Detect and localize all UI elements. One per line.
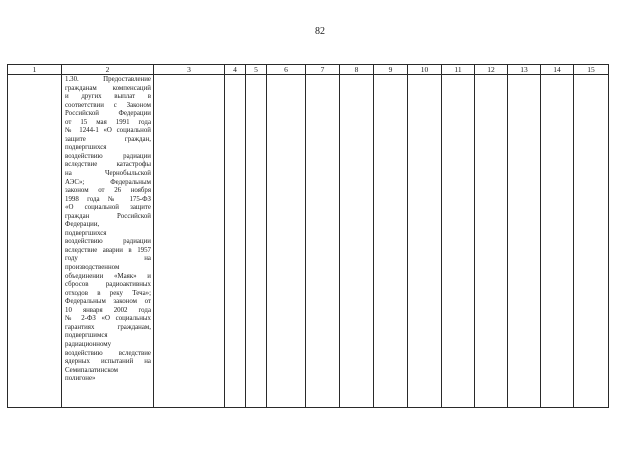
description-line: гарантиях гражданам, <box>65 323 151 331</box>
description-line: и других выплат в <box>65 93 151 101</box>
column-header: 13 <box>508 65 541 75</box>
description-line: Федерации, <box>65 221 100 229</box>
description-line: защите граждан, <box>65 135 151 143</box>
description-line: вследствие катастрофы <box>65 161 151 169</box>
table-cell <box>225 75 246 408</box>
column-header: 15 <box>574 65 609 75</box>
table-cell <box>574 75 609 408</box>
data-table <box>7 64 609 408</box>
page-number: 82 <box>315 26 325 37</box>
description-line: Семипалатинском <box>65 366 119 374</box>
table-cell <box>154 75 225 408</box>
description-line: Федеральным законом от <box>65 298 151 306</box>
column-header: 2 <box>62 65 154 75</box>
table-row <box>8 75 609 408</box>
description-line: гражданам компенсаций <box>65 84 151 92</box>
description-line: граждан Российской <box>65 212 151 220</box>
column-header: 12 <box>475 65 508 75</box>
description-line: радиационному <box>65 340 112 348</box>
description-line: году на <box>65 255 151 263</box>
description-line: Российской Федерации <box>65 110 151 118</box>
description-line: ядерных испытаний на <box>65 358 151 366</box>
column-header: 10 <box>408 65 442 75</box>
description-line: 1.30. Предоставление <box>65 76 151 83</box>
description-line: воздействию вследствие <box>65 349 151 357</box>
description-line: «О социальной защите <box>65 204 151 212</box>
column-header: 1 <box>8 65 62 75</box>
column-header: 11 <box>442 65 475 75</box>
table-cell <box>374 75 408 408</box>
description-line: соответствии с Законом <box>65 101 151 109</box>
description-line: № 1244-1 «О социальной <box>65 127 151 135</box>
description-line: подвергшимся <box>65 332 108 340</box>
description-line: подвергшихся <box>65 144 107 152</box>
description-line: отходов в реку Теча»; <box>65 289 151 297</box>
column-number-row <box>8 65 609 75</box>
description-line: производственном <box>65 264 120 272</box>
description-line: на Чернобыльской <box>65 170 151 178</box>
column-header: 14 <box>541 65 574 75</box>
description-line: подвергшихся <box>65 229 107 237</box>
description-line: вследствие аварии в 1957 <box>65 246 151 254</box>
table-cell <box>541 75 574 408</box>
description-line: сбросов радиоактивных <box>65 281 151 289</box>
column-header: 8 <box>340 65 374 75</box>
table-cell <box>475 75 508 408</box>
table-cell <box>267 75 306 408</box>
description-line: № 2-ФЗ «О социальных <box>65 315 151 323</box>
description-line: полигоне» <box>65 375 96 383</box>
column-header: 6 <box>267 65 306 75</box>
description-line: АЭС»; Федеральным <box>65 178 151 186</box>
column-header: 9 <box>374 65 408 75</box>
table-cell <box>306 75 340 408</box>
column-header: 5 <box>246 65 267 75</box>
description-cell <box>62 75 154 408</box>
column-header: 3 <box>154 65 225 75</box>
description-line: законом от 26 ноября <box>65 187 151 195</box>
table-cell <box>340 75 374 408</box>
column-header: 4 <box>225 65 246 75</box>
description-line: 1998 года № 175-ФЗ <box>65 195 151 203</box>
description-line: воздействию радиации <box>65 152 151 160</box>
description-line: объединении «Маяк» и <box>65 272 151 280</box>
table-cell <box>508 75 541 408</box>
table-cell <box>246 75 267 408</box>
column-header: 7 <box>306 65 340 75</box>
table-cell <box>442 75 475 408</box>
description-line: воздействию радиации <box>65 238 151 246</box>
description-line: 10 января 2002 года <box>65 306 151 314</box>
description-text <box>62 75 153 384</box>
table-cell <box>8 75 62 408</box>
description-line: от 15 мая 1991 года <box>65 118 151 126</box>
table-cell <box>408 75 442 408</box>
